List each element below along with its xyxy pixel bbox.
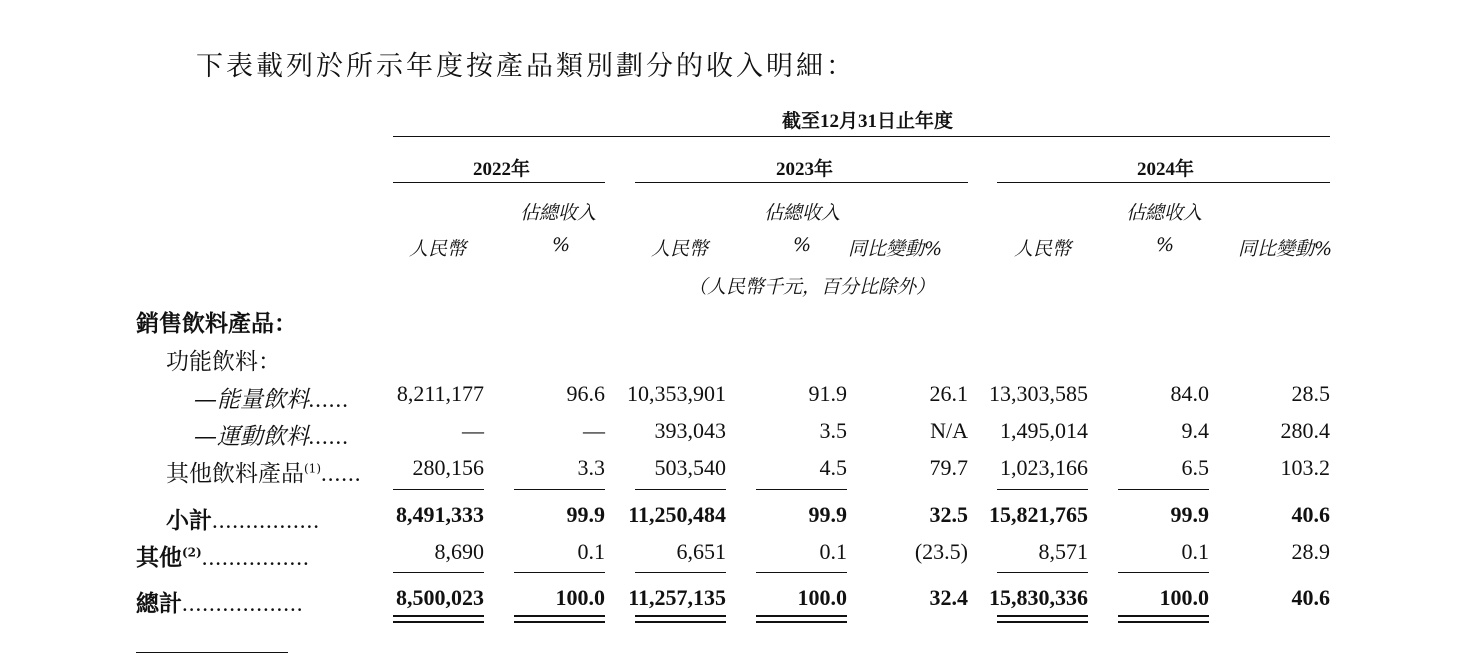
table-cell: 3.3 — [577, 455, 605, 480]
table-cell: 100.0 — [797, 585, 847, 610]
rmb-2023: 人民幣 — [651, 238, 709, 260]
table-cell: 100.0 — [555, 585, 605, 610]
table-cell: 99.9 — [808, 502, 847, 527]
table-cell: 1,023,166 — [1000, 455, 1088, 480]
double-rule — [393, 621, 484, 623]
double-rule — [514, 615, 605, 617]
table-cell: 8,211,177 — [396, 381, 484, 406]
table-cell: 6,651 — [676, 539, 726, 564]
subtotal-rule — [514, 489, 605, 490]
double-rule — [635, 615, 726, 617]
total-rule — [393, 572, 484, 573]
period-header: 截至12月31日止年度 — [782, 111, 954, 132]
table-cell: 28.9 — [1291, 539, 1330, 564]
table-cell: (23.5) — [914, 539, 968, 564]
table-cell: 99.9 — [566, 502, 605, 527]
year-2022: 2022年 — [473, 159, 531, 180]
subtotal-rule — [1118, 489, 1209, 490]
table-cell: — — [583, 418, 605, 443]
table-cell: 280,156 — [412, 455, 484, 480]
table-cell: 8,491,333 — [396, 502, 484, 527]
table-cell: 1,495,014 — [1000, 418, 1088, 443]
yoy-2024: 同比變動% — [1238, 238, 1333, 260]
total-rule — [756, 572, 847, 573]
row-label: —運動飲料...... — [194, 424, 350, 450]
table-cell: 11,250,484 — [628, 502, 726, 527]
total-rule — [635, 572, 726, 573]
subtotal-rule — [393, 489, 484, 490]
table-cell: 8,690 — [434, 539, 484, 564]
pct-2022: % — [552, 234, 571, 256]
year-2022-rule — [393, 182, 605, 183]
year-2024-rule — [997, 182, 1330, 183]
double-rule — [756, 621, 847, 623]
row-label: 其他飲料產品$^{(1)}$...... — [166, 461, 362, 487]
table-cell: 503,540 — [654, 455, 726, 480]
double-rule — [514, 621, 605, 623]
row-label: 總計.................. — [136, 590, 304, 617]
table-cell: 8,571 — [1038, 539, 1088, 564]
est-total-2024: 佔總收入 — [1126, 202, 1203, 224]
row-label: —能量飲料...... — [194, 387, 350, 413]
unit-note: （人民幣千元，百分比除外） — [688, 276, 936, 298]
table-cell: 6.5 — [1181, 455, 1209, 480]
table-cell: 40.6 — [1291, 585, 1330, 610]
year-2023-rule — [635, 182, 968, 183]
table-cell: 91.9 — [808, 381, 847, 406]
subtotal-rule — [635, 489, 726, 490]
pct-2024: % — [1156, 234, 1175, 256]
est-total-2022: 佔總收入 — [520, 202, 597, 224]
table-cell: 79.7 — [929, 455, 968, 480]
double-rule — [756, 615, 847, 617]
subtotal-rule — [756, 489, 847, 490]
double-rule — [635, 621, 726, 623]
table-cell: 10,353,901 — [627, 381, 726, 406]
table-cell: 15,821,765 — [989, 502, 1088, 527]
total-rule — [1118, 572, 1209, 573]
row-label: 小計................ — [166, 507, 320, 534]
rmb-2022: 人民幣 — [409, 238, 467, 260]
table-cell: 11,257,135 — [628, 585, 726, 610]
pct-2023: % — [793, 234, 812, 256]
double-rule — [1118, 621, 1209, 623]
table-cell: 84.0 — [1170, 381, 1209, 406]
subtotal-rule — [997, 489, 1088, 490]
total-rule — [997, 572, 1088, 573]
est-total-2023: 佔總收入 — [764, 202, 841, 224]
footnote-rule — [136, 652, 288, 653]
table-cell: 99.9 — [1170, 502, 1209, 527]
table-cell: 280.4 — [1280, 418, 1330, 443]
table-cell: N/A — [930, 418, 968, 443]
table-cell: 96.6 — [566, 381, 605, 406]
table-cell: 32.5 — [929, 502, 968, 527]
year-2024: 2024年 — [1137, 159, 1195, 180]
rmb-2024: 人民幣 — [1014, 238, 1072, 260]
subsection-title: 功能飲料： — [166, 349, 281, 375]
table-cell: 40.6 — [1291, 502, 1330, 527]
year-2023: 2023年 — [776, 159, 834, 180]
period-rule — [393, 136, 1330, 137]
table-cell: 103.2 — [1280, 455, 1330, 480]
yoy-2023: 同比變動% — [848, 238, 943, 260]
double-rule — [997, 615, 1088, 617]
table-cell: — — [462, 418, 484, 443]
table-cell: 13,303,585 — [989, 381, 1088, 406]
table-cell: 3.5 — [819, 418, 847, 443]
table-cell: 32.4 — [929, 585, 968, 610]
table-cell: 0.1 — [577, 539, 605, 564]
section-title: 銷售飲料產品： — [136, 310, 297, 337]
double-rule — [1118, 615, 1209, 617]
table-cell: 8,500,023 — [396, 585, 484, 610]
total-rule — [514, 572, 605, 573]
table-cell: 28.5 — [1291, 381, 1330, 406]
table-cell: 15,830,336 — [989, 585, 1088, 610]
table-cell: 4.5 — [819, 455, 847, 480]
double-rule — [393, 615, 484, 617]
table-cell: 9.4 — [1181, 418, 1209, 443]
table-cell: 26.1 — [929, 381, 968, 406]
table-cell: 0.1 — [819, 539, 847, 564]
table-cell: 393,043 — [654, 418, 726, 443]
row-label: 其他$^{(2)}$................ — [136, 544, 310, 571]
double-rule — [997, 621, 1088, 623]
table-cell: 0.1 — [1181, 539, 1209, 564]
table-cell: 100.0 — [1159, 585, 1209, 610]
intro-text: 下表載列於所示年度按產品類別劃分的收入明細： — [196, 51, 856, 82]
